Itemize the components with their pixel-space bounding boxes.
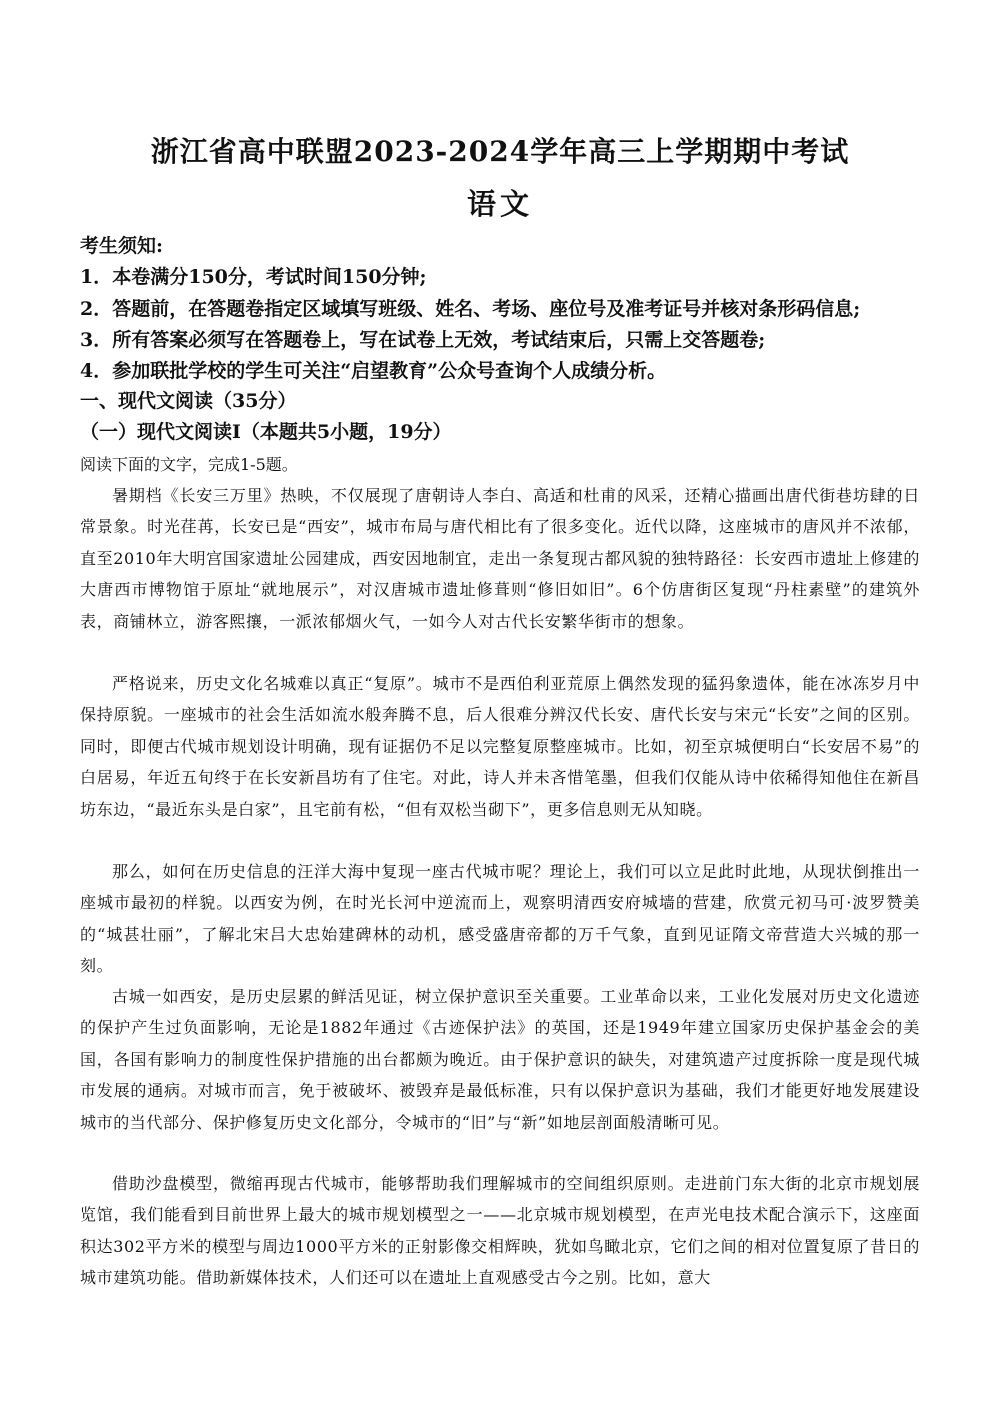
subsection-heading: （一）现代文阅读Ⅰ（本题共5小题，19分） [80,421,452,443]
subject-title: 语文 [466,187,533,221]
section-heading: 一、现代文阅读（35分） [80,390,297,412]
notice-item: 3．所有答案必须写在答题卷上，写在试卷上无效，考试结束后，只需上交答题卷; [80,329,766,351]
notice-item: 2．答题前，在答题卷指定区域填写班级、姓名、考场、座位号及准考证号并核对条形码信息; [80,298,861,320]
passage-paragraph-2: 严格说来，历史文化名城难以真正“复原”。城市不是西伯利亚荒原上偶然发现的猛犸象遗体，能在冰冻岁月中保持原貌。一座城市的社会生活如流水般奔腾不息，后人很难分辨汉代长安、唐代长安与宋元“长安”之间的区别。同时，即便古代城市规划设计明确，现有证据仍不足以完整复原整座城市。比如，初至京城便明白“长安居不易”的白居易，年近五旬终于在长安新昌坊有了住宅。对此，诗人并未吝惜笔墨，但我们仅能从诗中依稀得知他住在新昌坊东边，“最近东头是白家”，且宅前有松，“但有双松当砌下”，更多信息则无从知晓。 [80,674,920,819]
passage-paragraph-1: 暑期档《长安三万里》热映，不仅展现了唐朝诗人李白、高适和杜甫的风采，还精心描画出唐代街巷坊肆的日常景象。时光荏苒，长安已是“西安”，城市布局与唐代相比有了很多变化。近代以降，这座城市的唐风并不浓郁，直至2010年大明宫国家遗址公园建成，西安因地制宜，走出一条复现古都风貌的独特路径：长安西市遗址上修建的大唐西市博物馆于原址“就地展示”，对汉唐城市遗址修葺则“修旧如旧”。6个仿唐街区复现“丹柱素壁”的建筑外表，商铺林立，游客熙攘，一派浓郁烟火气，一如今人对古代长安繁华街市的想象。 [80,486,920,631]
notice-heading: 考生须知: [80,235,164,257]
passage-paragraph-4: 古城一如西安，是历史层累的鲜活见证，树立保护意识至关重要。工业革命以来，工业化发展对历史文化遗迹的保护产生过负面影响，无论是1882年通过《古迹保护法》的英国，还是1949年建立国家历史保护基金会的美国，各国有影响力的制度性保护措施的出台都颇为晚近。由于保护意识的缺失，对建筑遗产过度拆除一度是现代城市发展的通病。对城市而言，免于被破坏、被毁弃是最低标准，只有以保护意识为基础，我们才能更好地发展建设城市的当代部分、保护修复历史文化部分，令城市的“旧”与“新”如地层剖面般清晰可见。 [80,987,920,1132]
notice-item: 4．参加联批学校的学生可关注“启望教育”公众号查询个人成绩分析。 [80,360,667,382]
exam-title: 浙江省高中联盟2023-2024学年高三上学期期中考试 [150,135,850,168]
notice-item: 1．本卷满分150分，考试时间150分钟; [80,266,427,288]
reading-instruction: 阅读下面的文字，完成1-5题。 [80,455,298,474]
passage-paragraph-5: 借助沙盘模型，微缩再现古代城市，能够帮助我们理解城市的空间组织原则。走进前门东大街的北京市规划展览馆，我们能看到目前世界上最大的城市规划模型之一——北京城市规划模型，在声光电技术配合演示下，这座面积达302平方米的模型与周边1000平方米的正射影像交相辉映，犹如鸟瞰北京，它们之间的相对位置复原了昔日的城市建筑功能。借助新媒体技术，人们还可以在遗址上直观感受古今之别。比如，意大 [80,1174,920,1288]
passage-paragraph-3: 那么，如何在历史信息的汪洋大海中复现一座古代城市呢？理论上，我们可以立足此时此地，从现状倒推出一座城市最初的样貌。以西安为例，在时光长河中逆流而上，观察明清西安府城墙的营建，欣赏元初马可·波罗赞美的“城甚壮丽”，了解北宋吕大忠始建碑林的动机，感受盛唐帝都的万千气象，直到见证隋文帝营造大兴城的那一刻。 [80,862,920,976]
